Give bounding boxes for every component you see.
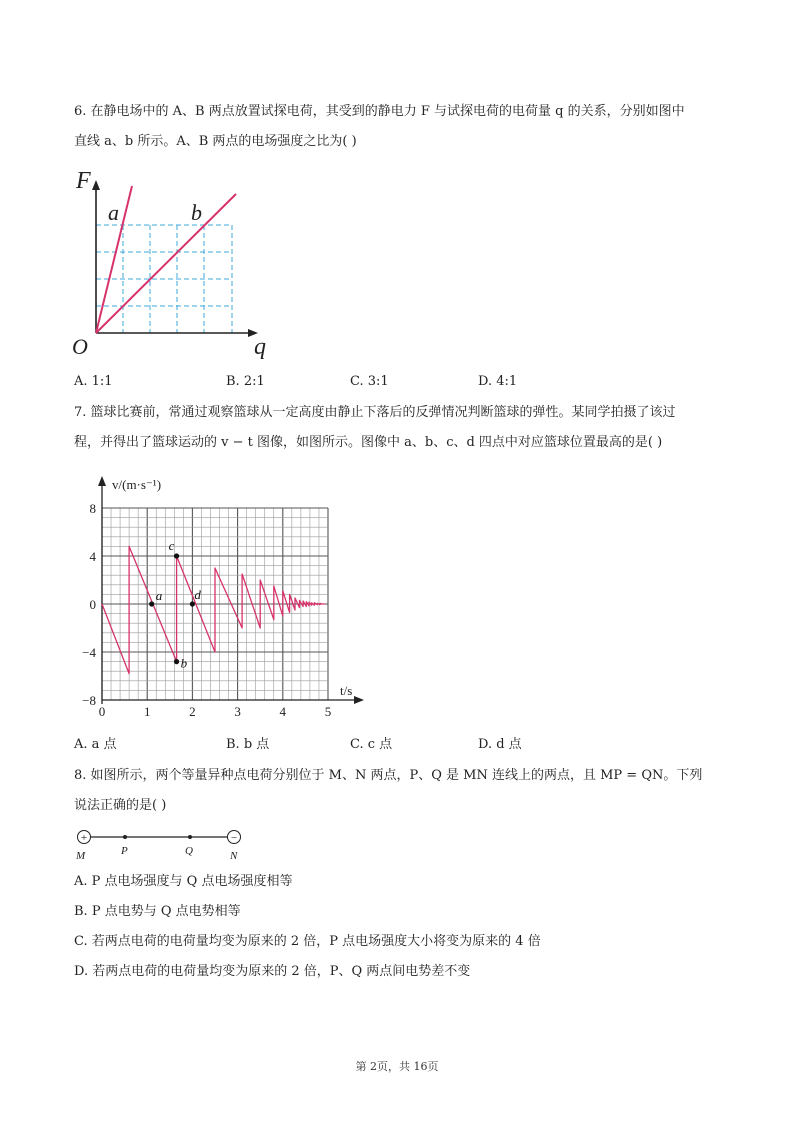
x-tick-label: 4 — [279, 704, 287, 719]
q6-force-charge-figure — [70, 168, 280, 360]
q7-option-d[interactable]: D. d 点 — [478, 737, 522, 752]
q8-option-c[interactable]: C. 若两点电荷的电荷量均变为原来的 2 倍，P 点电场强度大小将变为原来的 4 倍 — [74, 934, 541, 949]
q7-option-b[interactable]: B. b 点 — [226, 737, 270, 752]
q8-label-m: M — [76, 850, 86, 862]
q6-line-a-label: a — [108, 200, 119, 225]
point-a — [149, 601, 154, 606]
point-label-d: d — [194, 587, 201, 602]
q8-option-a[interactable]: A. P 点电场强度与 Q 点电场强度相等 — [74, 874, 293, 889]
q6-y-label: F — [76, 168, 91, 194]
y-tick-label: 4 — [89, 549, 96, 564]
x-tick-label: 5 — [324, 704, 332, 719]
q8-point-p — [123, 835, 127, 839]
q6-stem-line2: 直线 a、b 所示。A、B 两点的电场强度之比为( ) — [74, 134, 357, 149]
q8-point-q — [188, 835, 192, 839]
point-d — [190, 601, 195, 606]
q7-stem-line1: 7. 篮球比赛前，常通过观察篮球从一定高度由静止下落后的反弹情况判断篮球的弹性。某同学拍摄了该过 — [74, 405, 676, 420]
q8-charges-figure — [70, 826, 250, 862]
q8-label-n: N — [230, 850, 238, 862]
q8-option-b[interactable]: B. P 点电势与 Q 点电势相等 — [74, 904, 241, 919]
q6-option-d[interactable]: D. 4:1 — [478, 374, 518, 389]
q7-stem-line2: 程，并得出了篮球运动的 v − t 图像，如图所示。图像中 a、b、c、d 四点中对应篮球位置最高的是( ) — [74, 435, 663, 450]
x-tick-label: 1 — [143, 704, 151, 719]
q6-x-label: q — [254, 334, 266, 360]
y-tick-label: 0 — [89, 597, 96, 612]
q6-origin-label: O — [72, 334, 88, 359]
q6-option-b[interactable]: B. 2:1 — [226, 374, 265, 389]
y-tick-label: 8 — [89, 501, 96, 516]
q6-y-axis-arrow — [92, 180, 100, 190]
q7-velocity-time-chart — [74, 472, 374, 722]
y-axis-arrow — [98, 476, 106, 486]
point-label-b: b — [180, 655, 188, 671]
q8-label-p: P — [121, 845, 128, 857]
x-tick-label: 2 — [189, 704, 196, 719]
x-tick-label: 3 — [234, 704, 241, 719]
q6-grid — [96, 225, 232, 333]
q7-tick-labels — [82, 501, 331, 719]
point-b — [174, 659, 179, 664]
q7-option-c[interactable]: C. c 点 — [350, 737, 393, 752]
q8-minus-sign: − — [230, 832, 238, 844]
q7-x-axis-label: t/s — [340, 683, 353, 698]
q7-option-a[interactable]: A. a 点 — [74, 737, 117, 752]
point-c — [174, 553, 179, 558]
q6-stem-line1: 6. 在静电场中的 A、B 两点放置试探电荷，其受到的静电力 F 与试探电荷的电荷量 q 的关系，分别如图中 — [74, 104, 685, 119]
x-axis-arrow — [354, 696, 364, 704]
q8-option-d[interactable]: D. 若两点电荷的电荷量均变为原来的 2 倍，P、Q 两点间电势差不变 — [74, 964, 471, 979]
q6-line-b-label: b — [191, 200, 202, 225]
point-label-a: a — [155, 588, 163, 603]
x-tick-label: 0 — [98, 704, 106, 719]
q8-stem-line1: 8. 如图所示，两个等量异种点电荷分别位于 M、N 两点，P、Q 是 MN 连线上的两点，且 MP = QN。下列 — [74, 768, 703, 783]
q8-label-q: Q — [185, 845, 193, 857]
y-tick-label: −8 — [82, 693, 96, 708]
q6-option-c[interactable]: C. 3:1 — [350, 374, 389, 389]
q8-plus-sign: + — [80, 832, 88, 844]
page-footer: 第 2页，共 16页 — [355, 1060, 439, 1073]
q7-y-axis-label: v/(m·s⁻¹) — [112, 477, 162, 492]
point-label-c: c — [168, 538, 175, 553]
q8-stem-line2: 说法正确的是( ) — [74, 798, 167, 813]
y-tick-label: −4 — [82, 645, 96, 660]
q6-option-a[interactable]: A. 1:1 — [74, 374, 113, 389]
